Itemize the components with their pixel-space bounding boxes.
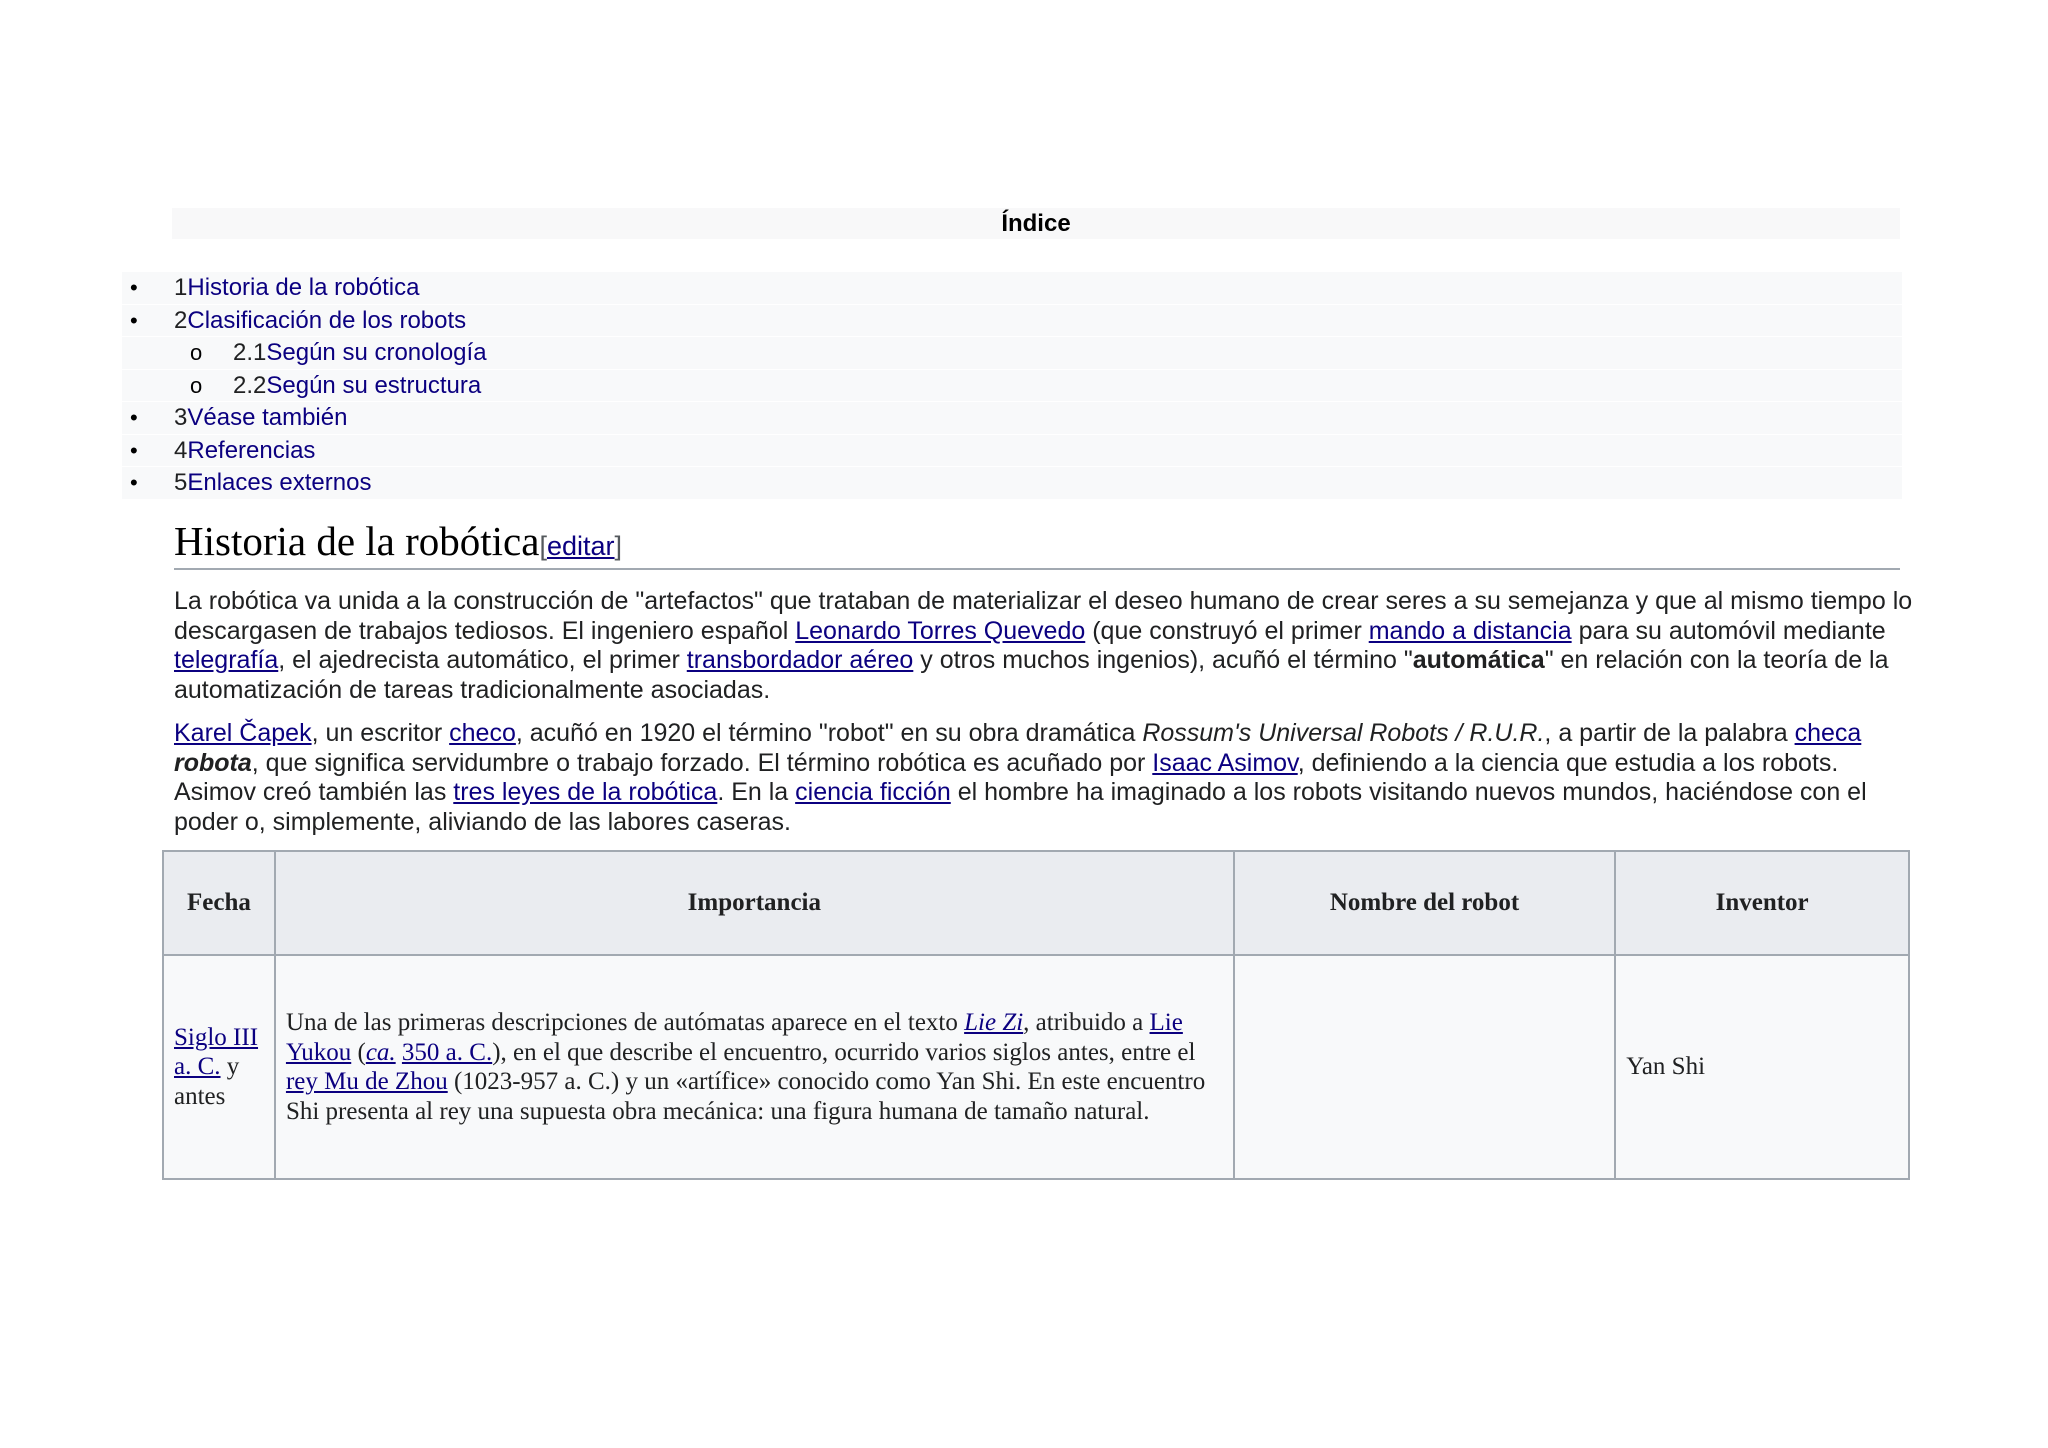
toc-item-number: 2	[174, 306, 188, 334]
link-isaac-asimov[interactable]: Isaac Asimov	[1152, 748, 1298, 777]
table-header-row	[163, 851, 1909, 955]
link-siglo-iii[interactable]: Siglo III a. C.	[174, 1023, 259, 1081]
table-row	[163, 955, 1909, 1179]
text-run: (que construyó el primer	[1085, 616, 1369, 645]
link-ciencia-ficcion[interactable]: ciencia ficción	[795, 778, 951, 807]
bold-italic-robota: robota	[174, 748, 252, 777]
link-karel-capek[interactable]: Karel Čapek	[174, 719, 312, 747]
text-run: , a partir de la palabra	[1544, 719, 1795, 747]
link-checa[interactable]: checa	[1794, 719, 1862, 747]
link-350-ac[interactable]: 350 a. C.	[401, 1038, 493, 1066]
link-telegrafia[interactable]: telegrafía	[174, 646, 279, 675]
toc-item-historia[interactable]	[122, 272, 1902, 304]
bullet-icon: •	[130, 307, 138, 333]
paragraph-robotica-intro	[174, 587, 1914, 705]
link-lie-zi[interactable]: Lie Zi	[964, 1009, 1024, 1036]
text-run: , que significa servidumbre o trabajo forzado. El término robótica es acuñado por	[251, 748, 1153, 777]
text-run: y otros muchos ingenios), acuñó el término "	[913, 646, 1413, 675]
bullet-icon: •	[130, 470, 138, 495]
text-run: y antes	[174, 1053, 240, 1110]
robot-history-table	[162, 850, 1910, 1180]
link-torres-quevedo[interactable]: Leonardo Torres Quevedo	[795, 616, 1086, 645]
toc-item-clasificacion[interactable]	[122, 305, 1902, 337]
toc-item-label[interactable]: Referencias	[187, 436, 316, 464]
circle-bullet-icon: o	[190, 372, 203, 398]
bullet-icon: •	[130, 437, 138, 463]
cell-inventor: Yan Shi	[1615, 955, 1909, 1179]
toc-item-enlaces[interactable]	[122, 467, 1902, 499]
section-heading	[174, 514, 1900, 570]
link-transbordador-aereo[interactable]: transbordador aéreo	[686, 646, 914, 675]
header-inventor: Inventor	[1615, 851, 1909, 955]
text-run: ), en el que describe el encuentro, ocurrido varios siglos antes, entre el	[492, 1038, 1196, 1066]
toc-item-vease[interactable]	[122, 402, 1902, 434]
toc-list	[122, 272, 1902, 500]
paragraph-capek	[174, 719, 1914, 837]
toc-item-label[interactable]: Clasificación de los robots	[187, 306, 467, 334]
toc-item-number: 1	[174, 274, 188, 301]
toc-title: Índice	[172, 208, 1900, 239]
text-run: (	[351, 1038, 366, 1066]
text-run: (1023-957 a. C.) y un «artífice» conocido como Yan Shi. En este encuentro Shi presenta al rey una supuesta obra mecánica: una figura humana de tamaño natural.	[285, 1068, 1206, 1125]
link-rey-mu-de-zhou[interactable]: rey Mu de Zhou	[285, 1068, 448, 1095]
text-run: , definiendo a la ciencia que estudia a los robots. Asimov creó también las	[174, 748, 1839, 807]
toc-item-referencias[interactable]	[122, 435, 1902, 467]
cell-nombre-robot	[1234, 955, 1616, 1179]
toc-item-label[interactable]: Según su estructura	[266, 371, 482, 399]
link-circa[interactable]: ca.	[365, 1038, 396, 1066]
edit-bracket-open: [	[539, 531, 547, 561]
toc-item-number: 4	[174, 436, 188, 464]
text-run: , el ajedrecista automático, el primer	[278, 646, 687, 675]
toc-item-label[interactable]: Enlaces externos	[187, 469, 372, 496]
toc-item-estructura[interactable]	[122, 370, 1902, 402]
italic-rur-title: Rossum's Universal Robots / R.U.R.	[1142, 719, 1545, 747]
toc-item-label[interactable]: Según su cronología	[266, 339, 487, 366]
edit-bracket-close: ]	[614, 531, 623, 561]
text-run: , un escritor	[311, 719, 450, 747]
text-run: para su automóvil mediante	[1571, 616, 1886, 645]
bullet-icon: •	[130, 405, 138, 430]
text-run: , acuñó en 1920 el término "robot" en su obra dramática	[515, 719, 1143, 747]
header-nombre-robot: Nombre del robot	[1234, 851, 1616, 955]
bullet-icon: •	[130, 275, 138, 300]
text-run: el hombre ha imaginado a los robots visitando nuevos mundos, haciéndose con el poder o, simplemente, aliviando de las labores caseras.	[174, 778, 1867, 836]
toc-item-label[interactable]: Véase también	[187, 404, 348, 431]
text-run: Una de las primeras descripciones de autómatas aparece en el texto	[285, 1009, 965, 1036]
section-title: Historia de la robótica	[174, 518, 540, 564]
text-run: . En la	[717, 778, 796, 807]
bold-term-automatica: automática	[1412, 646, 1545, 675]
toc-item-number: 2.1	[233, 339, 267, 366]
link-checo[interactable]: checo	[449, 719, 516, 747]
link-tres-leyes[interactable]: tres leyes de la robótica	[453, 778, 718, 807]
link-mando-a-distancia[interactable]: mando a distancia	[1368, 616, 1572, 645]
edit-section-link[interactable]: editar	[546, 531, 615, 561]
cell-importancia	[275, 955, 1234, 1179]
text-run: , atribuido a	[1023, 1009, 1150, 1036]
cell-fecha	[163, 955, 275, 1179]
link-lie-yukou[interactable]: Lie Yukou	[285, 1009, 1183, 1066]
header-importancia: Importancia	[275, 851, 1234, 955]
text-run: La robótica va unida a la construcción de "artefactos" que trataban de materializar el deseo humano de crear seres a su semejanza y que al mismo tiempo lo descargasen de trabajos tediosos. El ingeniero español	[174, 587, 1913, 645]
toc-item-number: 2.2	[233, 371, 267, 399]
header-fecha: Fecha	[163, 851, 275, 955]
toc-item-cronologia[interactable]	[122, 337, 1902, 369]
toc-item-number: 5	[174, 469, 188, 496]
toc-item-label[interactable]: Historia de la robótica	[187, 274, 420, 301]
toc-item-number: 3	[174, 404, 188, 431]
text-run: " en relación con la teoría de la automatización de tareas tradicionalmente asociadas.	[174, 646, 1889, 704]
circle-bullet-icon: o	[190, 340, 203, 365]
